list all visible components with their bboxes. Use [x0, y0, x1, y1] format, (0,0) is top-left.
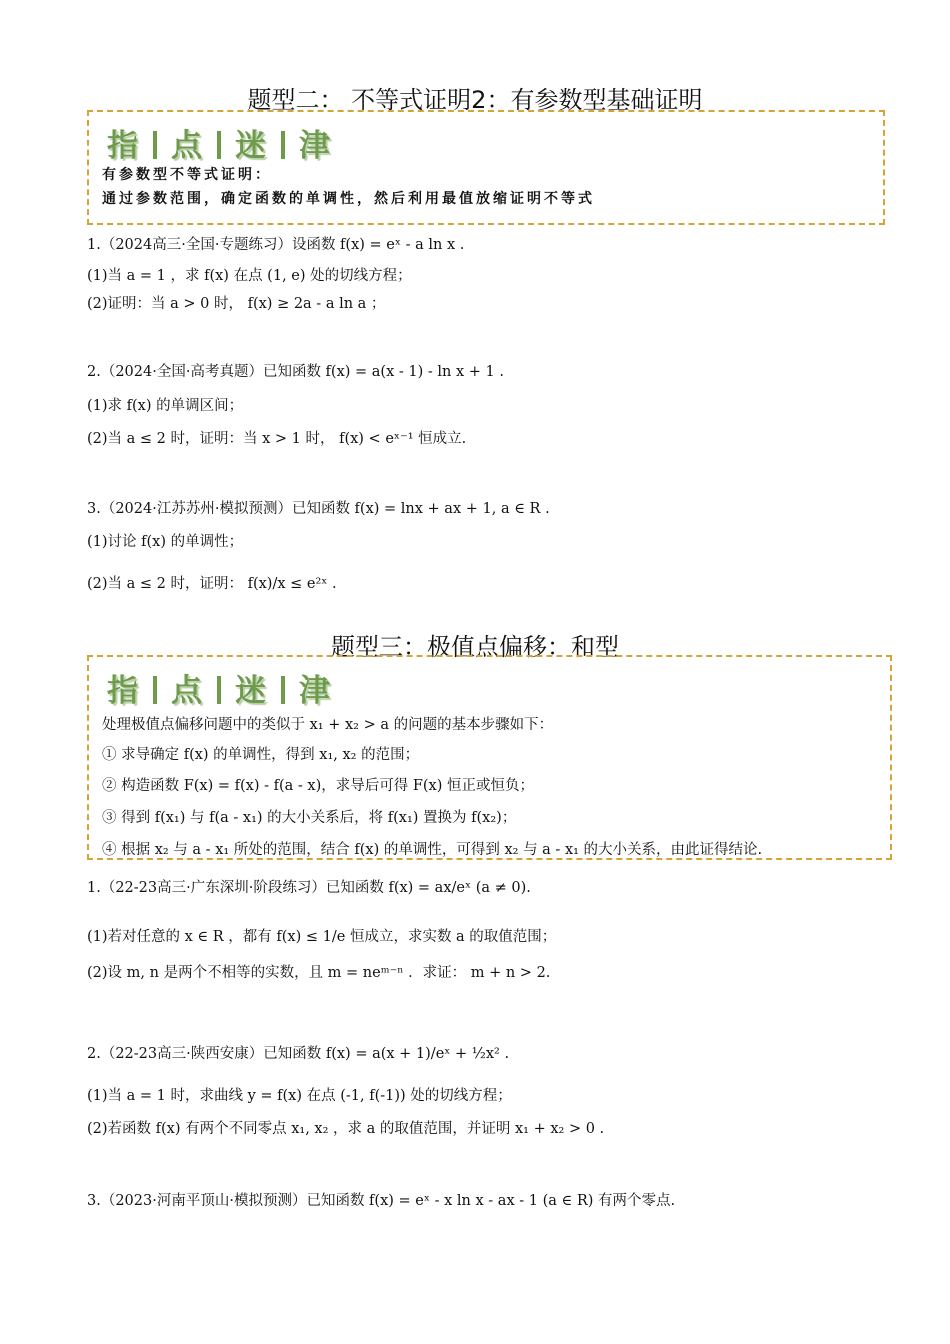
tips-char: 点 [171, 128, 203, 164]
problem-part: (2)当 a ≤ 2 时，证明：当 x > 1 时， f(x) < eˣ⁻¹ 恒成立. [87, 431, 467, 447]
problem-part: (1)当 a = 1 ，求 f(x) 在点 (1, e) 处的切线方程； [87, 268, 412, 284]
tips-char: 迷 [235, 673, 267, 709]
divider [281, 676, 285, 704]
problem-part: (2)当 a ≤ 2 时，证明： f(x)/x ≤ e²ˣ . [87, 576, 337, 592]
divider [153, 131, 157, 159]
problem-part: (2)若函数 f(x) 有两个不同零点 x₁, x₂ ，求 a 的取值范围，并证明 x₁ + x₂ > 0 . [87, 1121, 605, 1137]
tip-intro: 处理极值点偏移问题中的类似于 x₁ + x₂ > a 的问题的基本步骤如下： [102, 717, 554, 733]
tips-char: 点 [171, 673, 203, 709]
tip-step: ④ 根据 x₂ 与 a - x₁ 所处的范围，结合 f(x) 的单调性，可得到 x₂ 与 a - x₁ 的大小关系，由此证得结论. [102, 842, 763, 858]
problem-stem: 3.（2024·江苏苏州·模拟预测）已知函数 f(x) = lnx + ax + 1, a ∈ R . [87, 501, 550, 517]
problem-stem: 3.（2023·河南平顶山·模拟预测）已知函数 f(x) = eˣ - x ln x - ax - 1 (a ∈ R) 有两个零点. [87, 1193, 676, 1209]
divider [153, 676, 157, 704]
tips-banner [107, 120, 331, 165]
problem-stem: 2.（2024·全国·高考真题）已知函数 f(x) = a(x - 1) - ln x + 1 . [87, 364, 504, 380]
tips-banner [107, 665, 331, 710]
tip-text: 通过参数范围，确定函数的单调性，然后利用最值放缩证明不等式 [102, 191, 595, 207]
tips-box [87, 655, 892, 860]
tips-box [87, 110, 885, 225]
problem-part: (1)讨论 f(x) 的单调性； [87, 534, 244, 550]
problem-part: (1)求 f(x) 的单调区间； [87, 398, 244, 414]
tip-step: ③ 得到 f(x₁) 与 f(a - x₁) 的大小关系后，将 f(x₁) 置换为 f(x₂)； [102, 810, 517, 826]
problem-part: (2)设 m, n 是两个不相等的实数，且 m = neᵐ⁻ⁿ ．求证： m + n > 2. [87, 965, 551, 981]
divider [217, 676, 221, 704]
problem-part: (2)证明：当 a > 0 时， f(x) ≥ 2a - a ln a ； [87, 296, 386, 312]
section-title: 题型三：极值点偏移：和型 [331, 633, 619, 661]
divider [281, 131, 285, 159]
tips-char: 指 [107, 673, 139, 709]
tip-step: ② 构造函数 F(x) = f(x) - f(a - x)，求导后可得 F(x) 恒正或恒负； [102, 778, 535, 794]
section-title: 题型二： 不等式证明2：有参数型基础证明 [247, 86, 703, 114]
tip-text: 有参数型不等式证明： [102, 167, 272, 183]
tips-char: 指 [107, 128, 139, 164]
tip-step: ① 求导确定 f(x) 的单调性，得到 x₁, x₂ 的范围； [102, 747, 420, 763]
problem-stem: 1.（22-23高三·广东深圳·阶段练习）已知函数 f(x) = ax/eˣ (a ≠ 0). [87, 880, 531, 896]
tips-char: 津 [299, 673, 331, 709]
problem-part: (1)若对任意的 x ∈ R ，都有 f(x) ≤ 1/e 恒成立，求实数 a 的取值范围； [87, 929, 557, 945]
tips-char: 津 [299, 128, 331, 164]
problem-part: (1)当 a = 1 时，求曲线 y = f(x) 在点 (-1, f(-1)) 处的切线方程； [87, 1088, 512, 1104]
problem-stem: 1.（2024高三·全国·专题练习）设函数 f(x) = eˣ - a ln x . [87, 237, 465, 253]
tips-char: 迷 [235, 128, 267, 164]
divider [217, 131, 221, 159]
problem-stem: 2.（22-23高三·陕西安康）已知函数 f(x) = a(x + 1)/eˣ + ½x² . [87, 1046, 510, 1062]
